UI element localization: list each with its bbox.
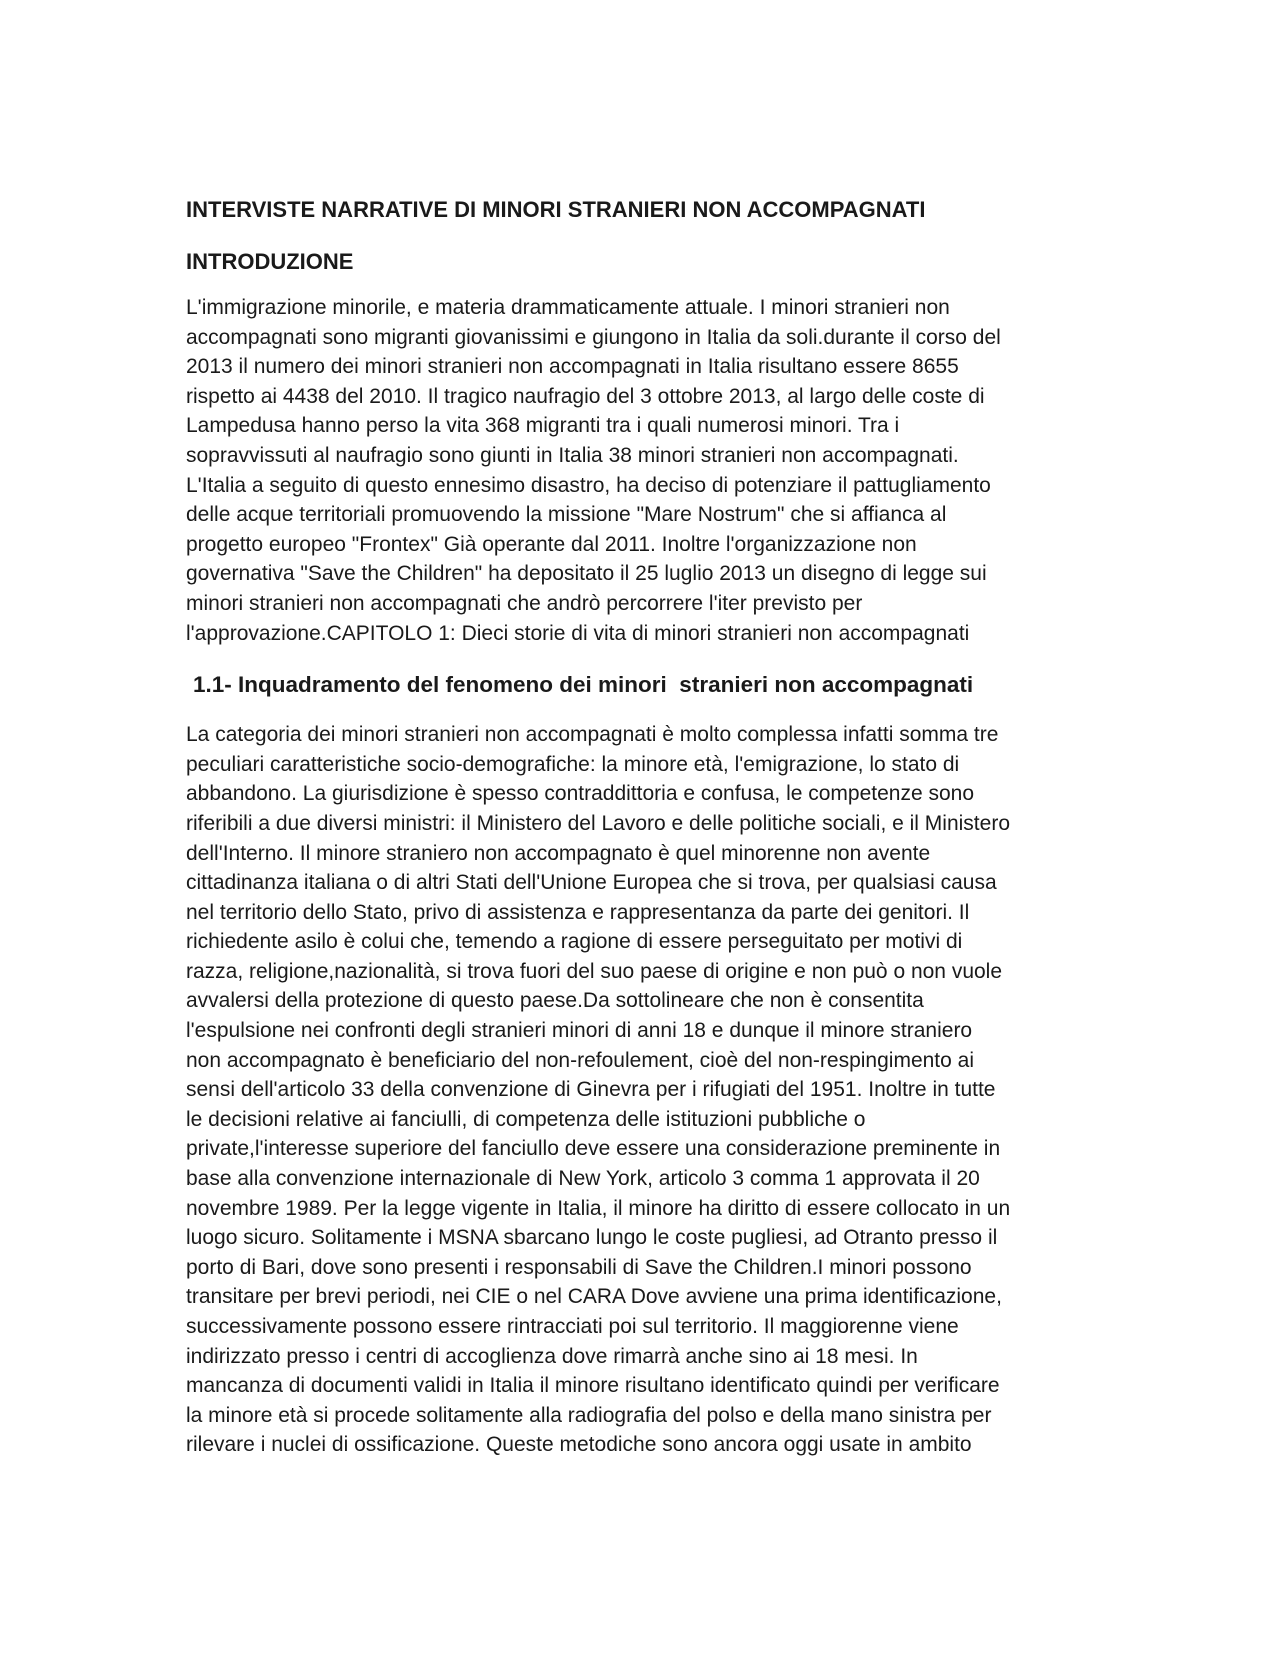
document-body (186, 193, 1096, 1460)
section-1-1-paragraph: La categoria dei minori stranieri non accompagnati è molto complessa infatti somma tre peculiari caratteristiche socio-demografiche: la minore età, l'emigrazione, lo stato di abbandono. La giurisdizione è spesso contraddittoria e confusa, le competenze sono riferibili a due diversi ministri: il Ministero del Lavoro e delle politiche sociali, e il Ministero dell'Interno. Il minore straniero non accompagnato è quel minorenne non avente cittadinanza italiana o di altri Stati dell'Unione Europea che si trova, per qualsiasi causa nel territorio dello Stato, privo di assistenza e rappresentanza da parte dei genitori. Il richiedente asilo è colui che, temendo a ragione di essere perseguitato per motivi di razza, religione,nazionalità, si trova fuori del suo paese di origine e non può o non vuole avvalersi della protezione di questo paese.Da sottolineare che non è consentita l'espulsione nei confronti degli stranieri minori di anni 18 e dunque il minore straniero non accompagnato è beneficiario del non-refoulement, cioè del non-respingimento ai sensi dell'articolo 33 della convenzione di Ginevra per i rifugiati del 1951. Inoltre in tutte le decisioni relative ai fanciulli, di competenza delle istituzioni pubbliche o private,l'interesse superiore del fanciullo deve essere una considerazione preminente in base alla convenzione internazionale di New York, articolo 3 comma 1 approvata il 20 novembre 1989. Per la legge vigente in Italia, il minore ha diritto di essere collocato in un luogo sicuro. Solitamente i MSNA sbarcano lungo le coste pugliesi, ad Otranto presso il porto di Bari, dove sono presenti i responsabili di Save the Children.I minori possono transitare per brevi periodi, nei CIE o nel CARA Dove avviene una prima identificazione, successivamente possono essere rintracciati poi sul territorio. Il maggiorenne viene indirizzato presso i centri di accoglienza dove rimarrà anche sino ai 18 mesi. In mancanza di documenti validi in Italia il minore risultano identificato quindi per verificare la minore età si procede solitamente alla radiografia del polso e della mano sinistra per rilevare i nuclei di ossificazione. Queste metodiche sono ancora oggi usate in ambito (186, 723, 1011, 1457)
introduction-paragraph: L'immigrazione minorile, e materia drammaticamente attuale. I minori stranieri non accompagnati sono migranti giovanissimi e giungono in Italia da soli.durante il corso del 2013 il numero dei minori stranieri non accompagnati in Italia risultano essere 8655 rispetto ai 4438 del 2010. Il tragico naufragio del 3 ottobre 2013, al largo delle coste di Lampedusa hanno perso la vita 368 migranti tra i quali numerosi minori. Tra i sopravvissuti al naufragio sono giunti in Italia 38 minori stranieri non accompagnati. L'Italia a seguito di questo ennesimo disastro, ha deciso di potenziare il pattugliamento delle acque territoriali promuovendo la missione "Mare Nostrum" che si affianca al progetto europeo "Frontex" Già operante dal 2011. Inoltre l'organizzazione non governativa "Save the Children" ha depositato il 25 luglio 2013 un disegno di legge sui minori stranieri non accompagnati che andrò percorrere l'iter previsto per l'approvazione.CAPITOLO 1: Dieci storie di vita di minori stranieri non accompagnati (186, 296, 1001, 645)
introduction-heading: INTRODUZIONE (186, 249, 354, 274)
section-1-1-heading: 1.1- Inquadramento del fenomeno dei minori stranieri non accompagnati (193, 672, 974, 698)
document-title: INTERVISTE NARRATIVE DI MINORI STRANIERI NON ACCOMPAGNATI (186, 197, 926, 222)
